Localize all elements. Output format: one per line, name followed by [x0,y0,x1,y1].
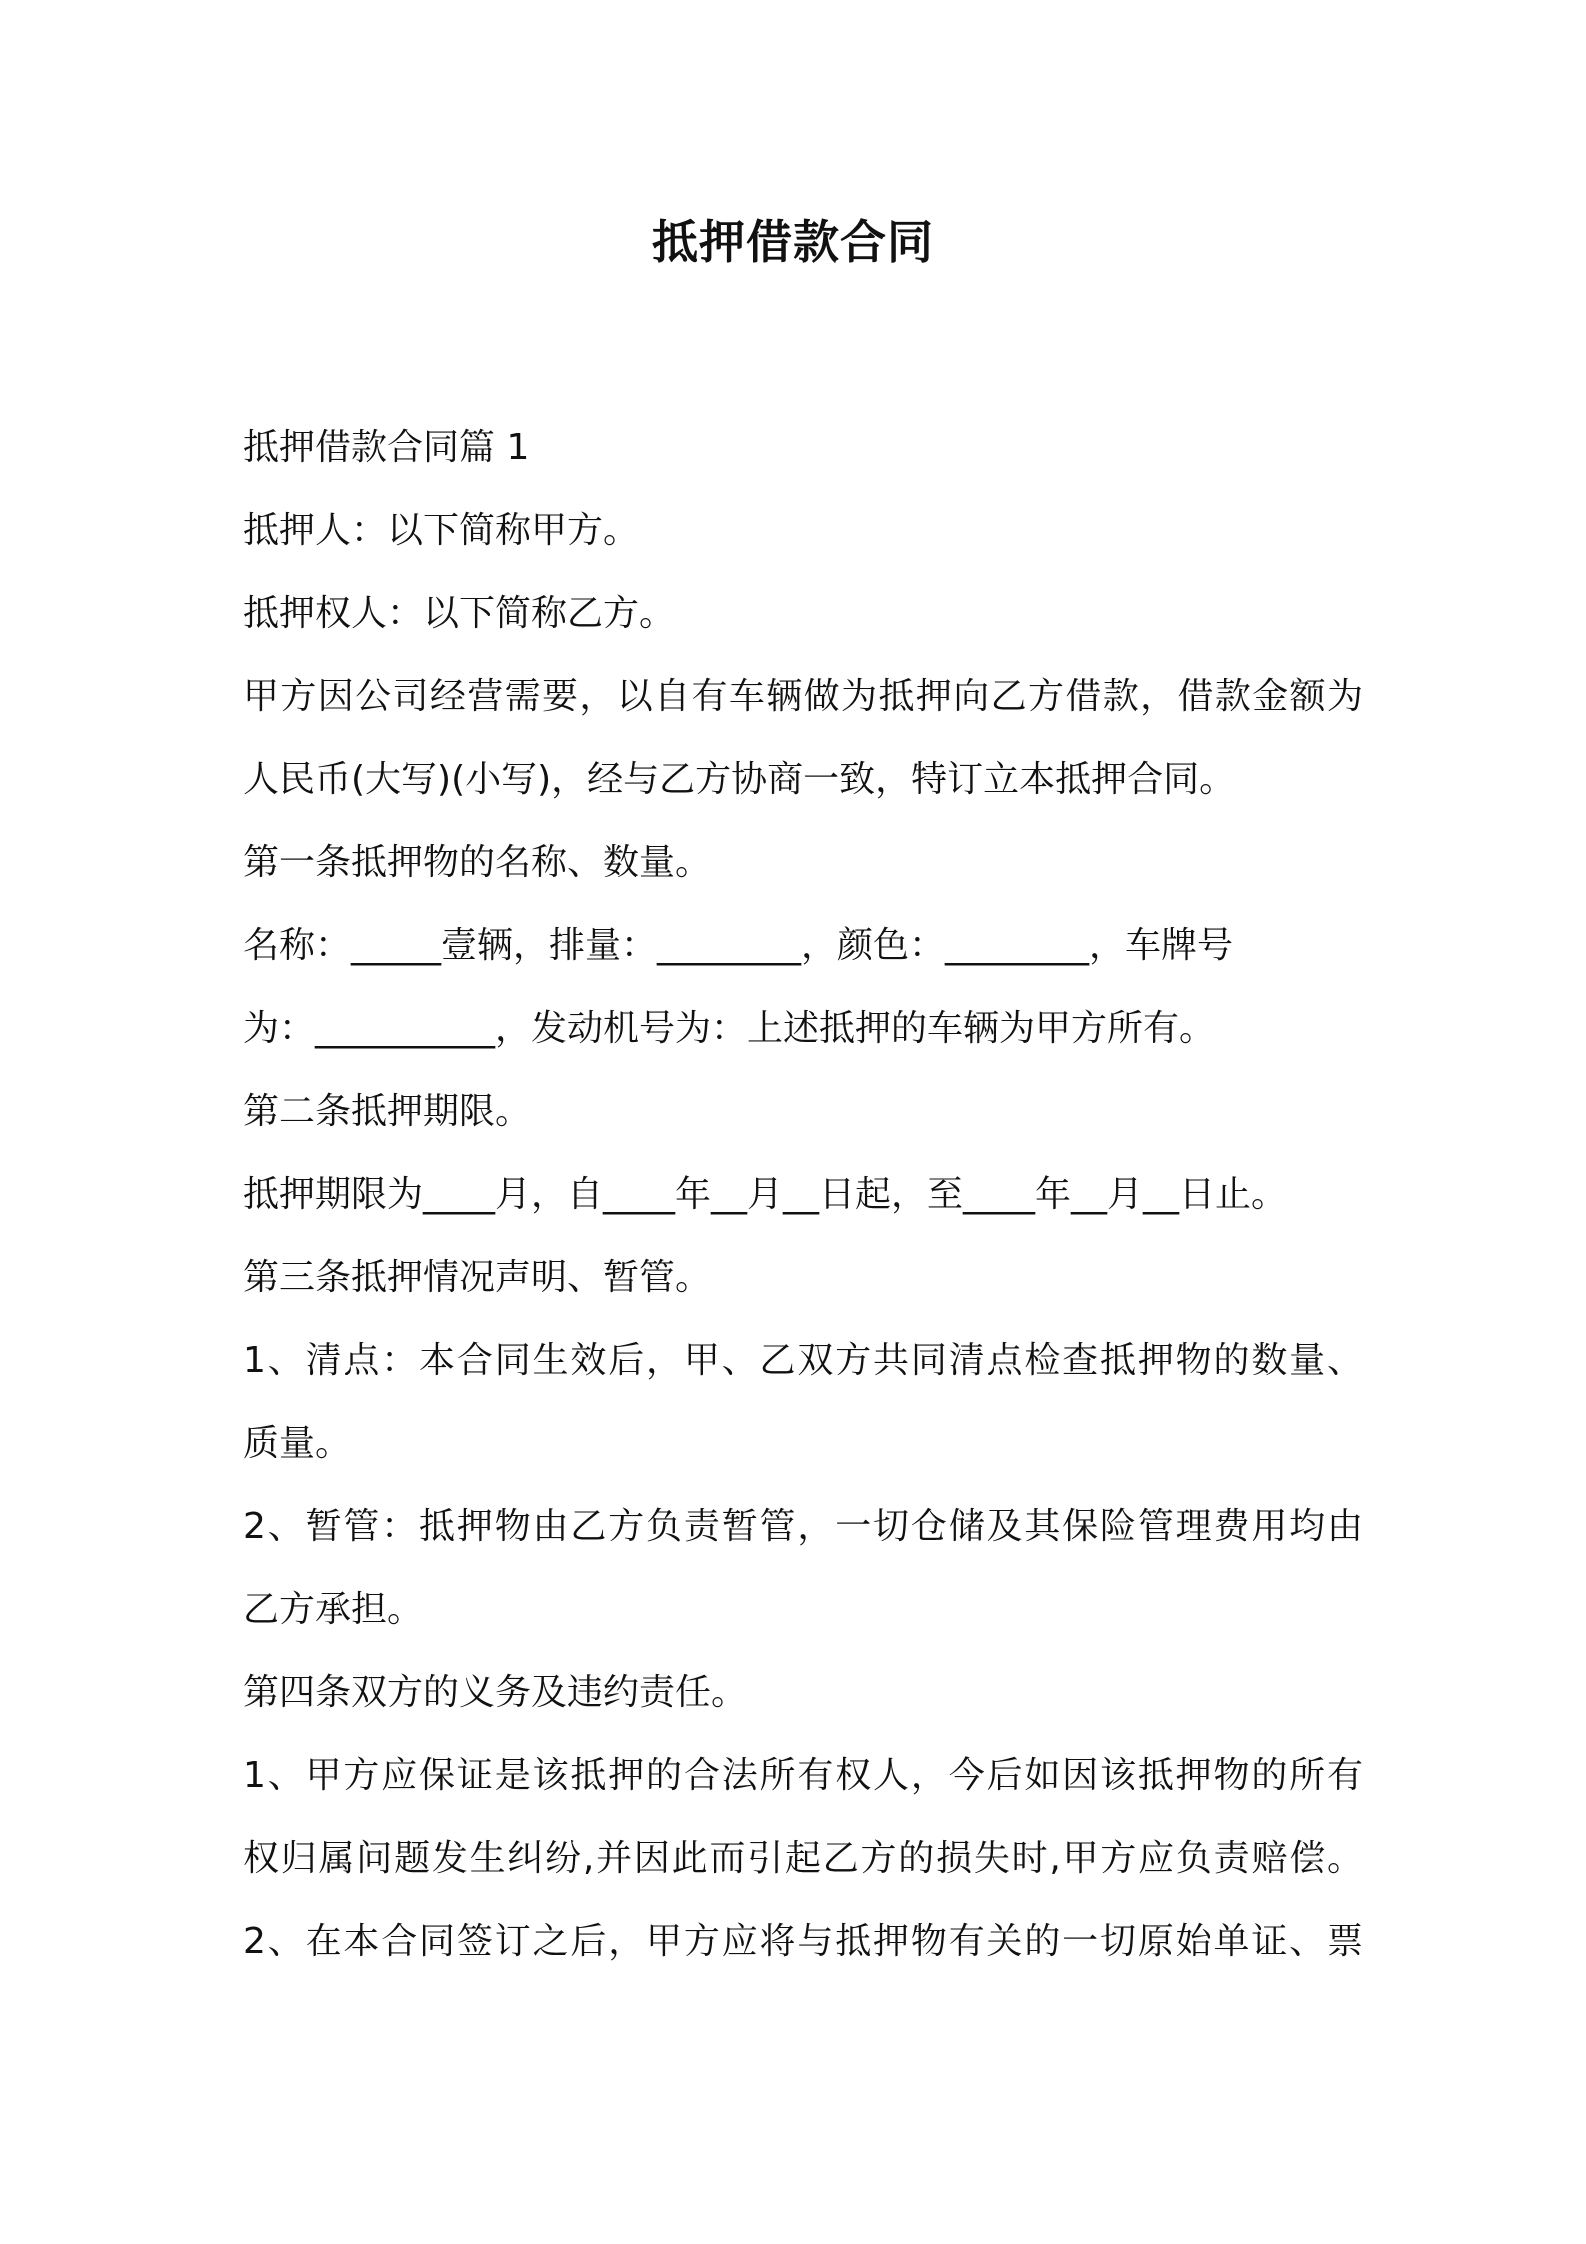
mortgagee-line: 抵押权人：以下简称乙方。 [243,593,676,634]
article-3-heading: 第三条抵押情况声明、暂管。 [243,1257,712,1298]
document-body [243,406,1363,1983]
mortgagor-line: 抵押人：以下简称甲方。 [243,510,640,551]
article-4-item-1-line-2: 权归属问题发生纠纷,并因此而引起乙方的损失时,甲方应负责赔偿。 [243,1838,1363,1879]
article-1-heading: 第一条抵押物的名称、数量。 [243,842,712,883]
article-4-item-1-line-1: 1、甲方应保证是该抵押的合法所有权人，今后如因该抵押物的所有 [243,1755,1363,1796]
article-3-item-2-line-2: 乙方承担。 [243,1589,424,1630]
article-1-line-2: 为：__________，发动机号为：上述抵押的车辆为甲方所有。 [243,1008,1216,1049]
article-1-line-1: 名称：_____壹辆，排量：________，颜色：________，车牌号 [243,925,1234,966]
article-3-item-1-line-2: 质量。 [243,1423,352,1464]
article-2-line-1: 抵押期限为____月，自____年__月__日起，至____年__月__日止。 [243,1174,1288,1215]
article-3-item-2-line-1: 2、暂管：抵押物由乙方负责暂管，一切仓储及其保险管理费用均由 [243,1506,1363,1547]
section-heading: 抵押借款合同篇 1 [243,427,530,468]
article-4-heading: 第四条双方的义务及违约责任。 [243,1672,748,1713]
article-4-item-2-line-1: 2、在本合同签订之后，甲方应将与抵押物有关的一切原始单证、票 [243,1921,1363,1962]
preamble-line-1: 甲方因公司经营需要，以自有车辆做为抵押向乙方借款，借款金额为 [243,676,1363,717]
document-title: 抵押借款合同 [652,215,934,269]
article-3-item-1-line-1: 1、清点：本合同生效后，甲、乙双方共同清点检查抵押物的数量、 [243,1340,1363,1381]
article-2-heading: 第二条抵押期限。 [243,1091,532,1132]
preamble-line-2: 人民币(大写)(小写)，经与乙方协商一致，特订立本抵押合同。 [243,759,1236,800]
